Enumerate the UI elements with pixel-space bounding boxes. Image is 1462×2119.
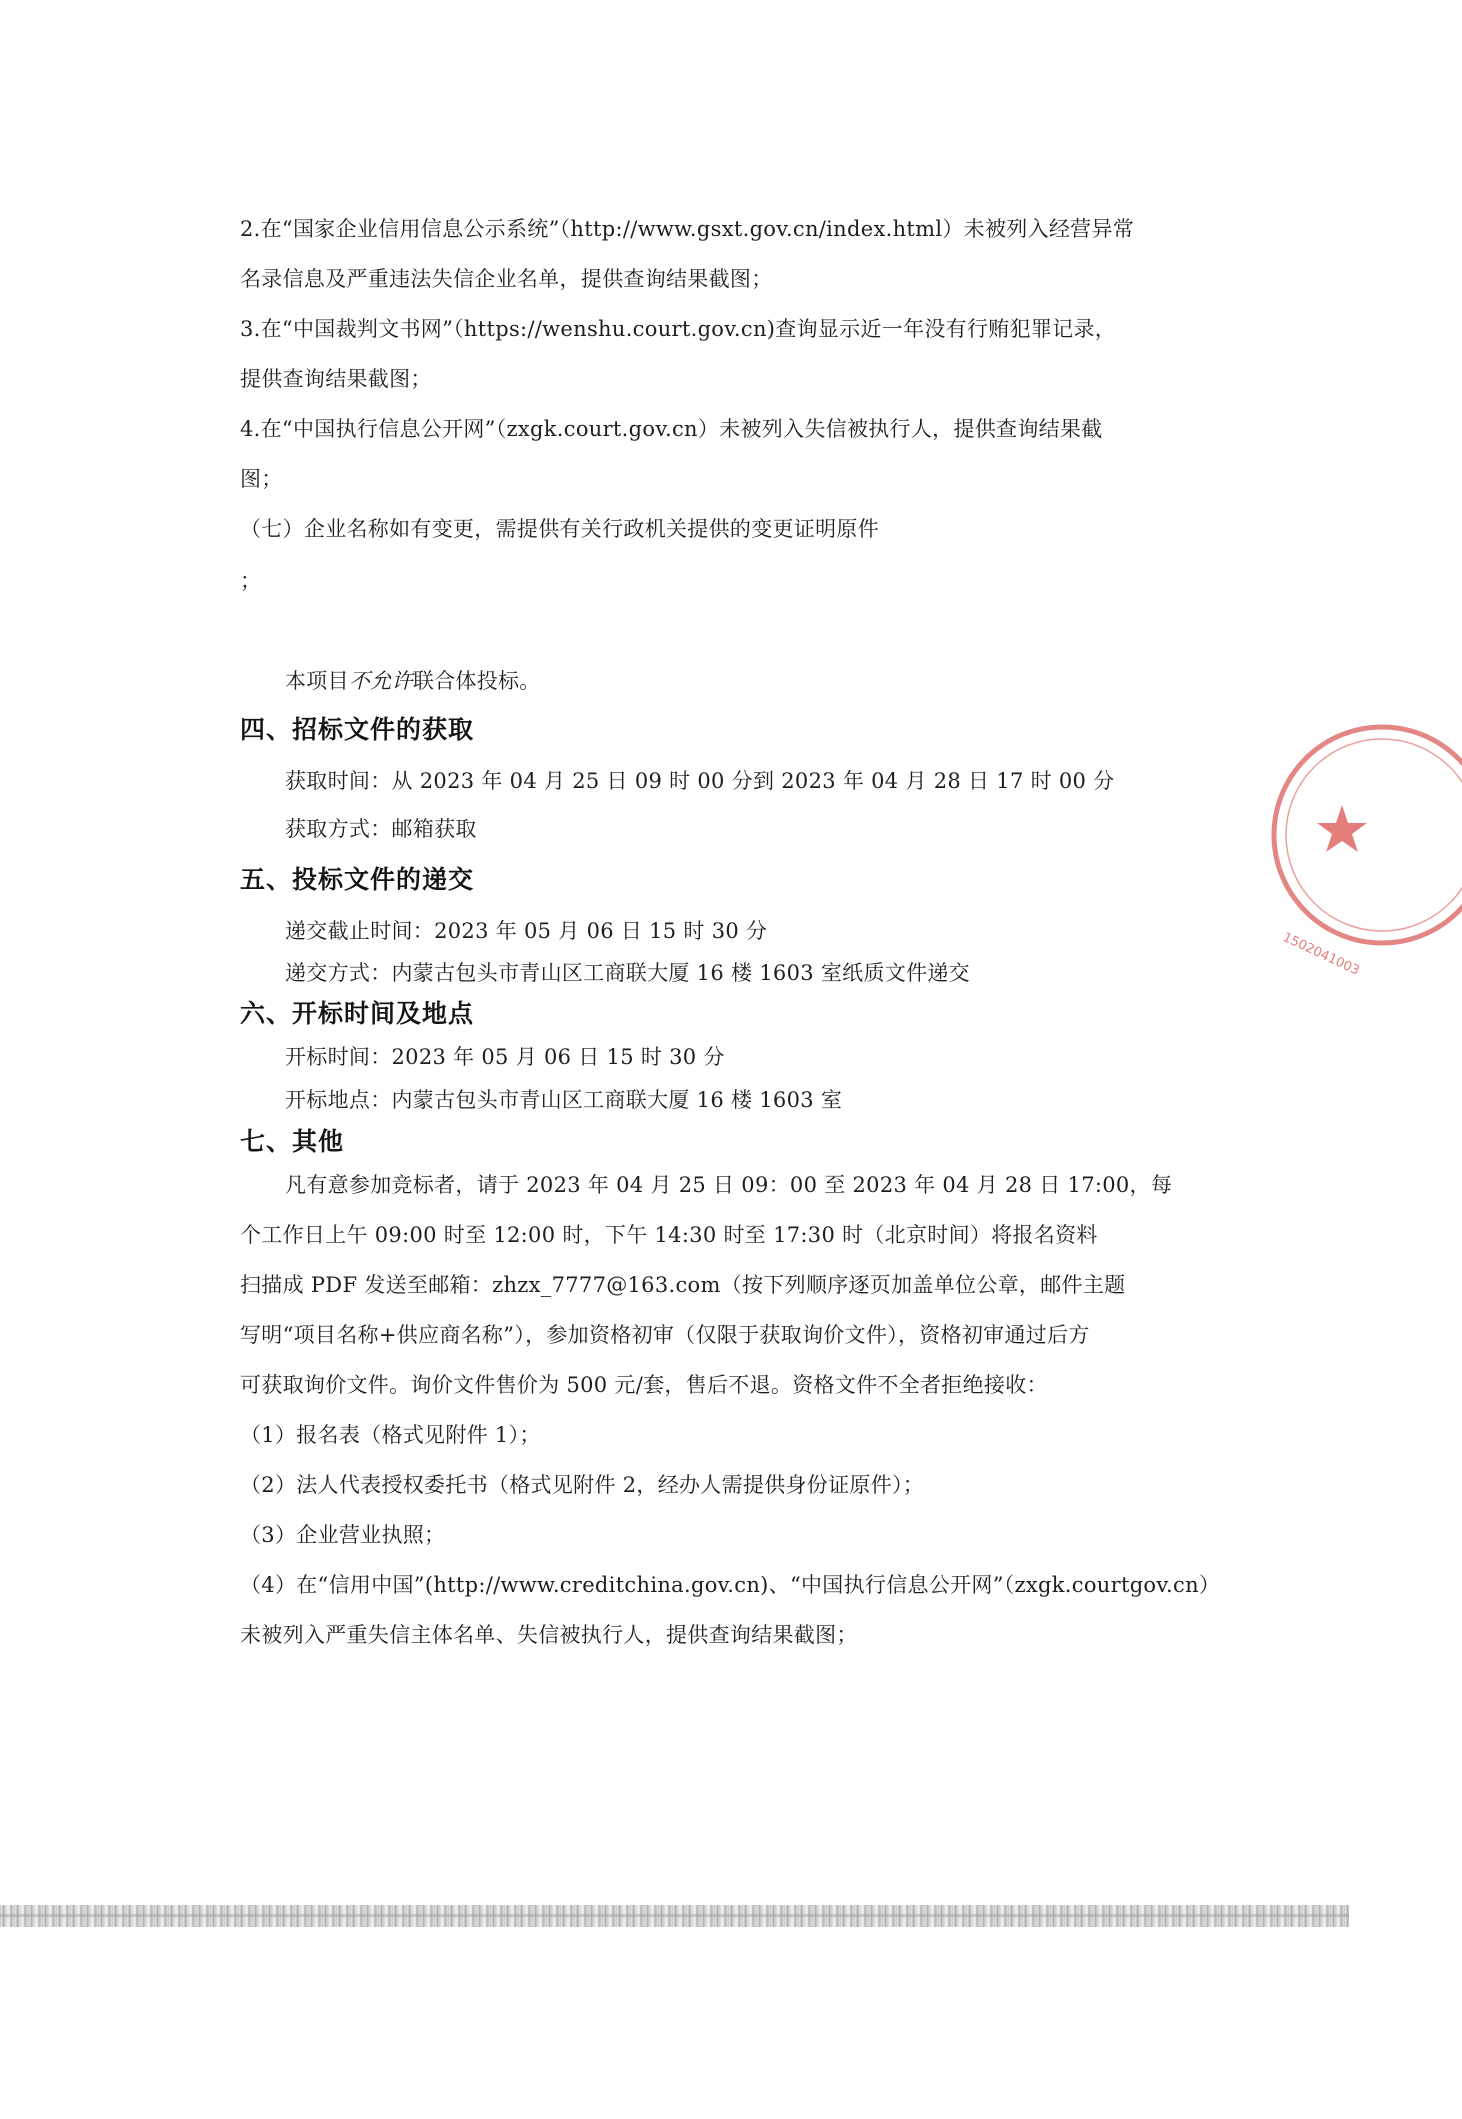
requirement-2-line-2: 名录信息及严重违法失信企业名单，提供查询结果截图；	[240, 267, 773, 291]
section-5-method: 递交方式：内蒙古包头市青山区工商联大厦 16 楼 1603 室纸质文件递交	[285, 961, 970, 985]
scan-artifact-strip	[0, 1905, 1349, 1927]
seal-number: 1502041003	[1280, 930, 1362, 979]
section-7-item-4-line-2: 未被列入严重失信主体名单、失信被执行人，提供查询结果截图；	[240, 1623, 858, 1647]
requirement-4-line-2: 图；	[240, 467, 283, 491]
seal-ring	[1274, 727, 1462, 943]
seal-star	[1317, 805, 1367, 852]
section-7-item-1: （1）报名表（格式见附件 1）；	[240, 1423, 541, 1447]
joint-bid-note	[285, 666, 541, 696]
section-6-time: 开标时间：2023 年 05 月 06 日 15 时 30 分	[285, 1045, 725, 1069]
trailing-semicolon: ；	[240, 569, 262, 593]
section-7-para-line-2: 个工作日上午 09:00 时至 12:00 时，下午 14:30 时至 17:30 时（北京时间）将报名资料	[240, 1223, 1098, 1247]
section-7-item-4-line-1: （4）在“信用中国”(http://www.creditchina.gov.cn)、“中国执行信息公开网”（zxgk.courtgov.cn）	[240, 1573, 1221, 1597]
section-5-deadline: 递交截止时间：2023 年 05 月 06 日 15 时 30 分	[285, 919, 768, 943]
section-7-para-line-1: 凡有意参加竞标者，请于 2023 年 04 月 25 日 09：00 至 2023 年 04 月 28 日 17:00，每	[285, 1173, 1173, 1197]
requirement-2-line-1: 2.在“国家企业信用信息公示系统”（http://www.gsxt.gov.cn/index.html）未被列入经营异常	[240, 217, 1135, 241]
section-4-title: 四、招标文件的获取	[240, 715, 475, 744]
requirement-7-line: （七）企业名称如有变更，需提供有关行政机关提供的变更证明原件	[240, 517, 879, 541]
joint-bid-note-b: 不允许	[348, 669, 413, 693]
requirement-4-line-1: 4.在“中国执行信息公开网”（zxgk.court.gov.cn）未被列入失信被执行人，提供查询结果截	[240, 417, 1103, 441]
requirement-3-line-1: 3.在“中国裁判文书网”（https://wenshu.court.gov.cn)查询显示近一年没有行贿犯罪记录，	[240, 317, 1117, 341]
requirement-3-line-2: 提供查询结果截图；	[240, 367, 432, 391]
official-seal-stamp	[1262, 700, 1462, 979]
section-5-title: 五、投标文件的递交	[240, 865, 475, 894]
seal-inner-ring	[1286, 739, 1462, 931]
section-4-method: 获取方式：邮箱获取	[285, 817, 477, 841]
section-7-title: 七、其他	[240, 1127, 345, 1156]
section-6-place: 开标地点：内蒙古包头市青山区工商联大厦 16 楼 1603 室	[285, 1088, 843, 1112]
section-7-para-line-4: 写明“项目名称+供应商名称”），参加资格初审（仅限于获取询价文件），资格初审通过后方	[240, 1323, 1090, 1347]
joint-bid-note-c: 联合体投标。	[412, 669, 541, 693]
section-7-para-line-5: 可获取询价文件。询价文件售价为 500 元/套，售后不退。资格文件不全者拒绝接收：	[240, 1373, 1048, 1397]
section-4-time: 获取时间：从 2023 年 04 月 25 日 09 时 00 分到 2023 年 04 月 28 日 17 时 00 分	[285, 769, 1115, 793]
section-7-item-2: （2）法人代表授权委托书（格式见附件 2，经办人需提供身份证原件）；	[240, 1473, 925, 1497]
section-6-title: 六、开标时间及地点	[240, 999, 475, 1028]
section-7-para-line-3: 扫描成 PDF 发送至邮箱：zhzx_7777@163.com（按下列顺序逐页加盖单位公章，邮件主题	[240, 1273, 1126, 1297]
section-7-item-3: （3）企业营业执照；	[240, 1523, 446, 1547]
joint-bid-note-a: 本项目	[285, 669, 349, 693]
